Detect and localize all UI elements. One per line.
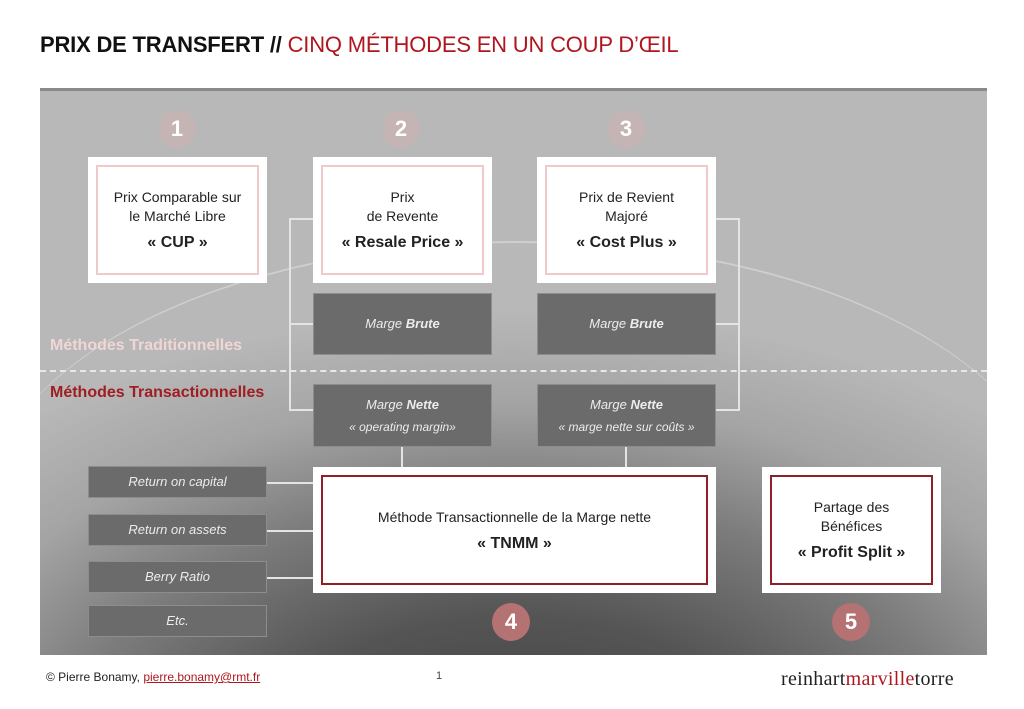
method-desc-line2: Bénéfices	[820, 518, 883, 534]
margin-type: Brute	[629, 316, 664, 331]
brand-part: torre	[914, 668, 954, 690]
indicator-return-on-assets: Return on assets	[88, 514, 267, 546]
brand-logo	[781, 668, 954, 691]
method-card-frame	[545, 165, 708, 275]
method-name: « Cost Plus »	[576, 234, 677, 251]
method-card-profit-split	[762, 467, 941, 593]
method-number-4: 4	[492, 603, 530, 641]
method-name: « Resale Price »	[341, 234, 464, 251]
connector	[625, 447, 627, 467]
margin-subtitle: « marge nette sur coûts »	[558, 419, 695, 434]
margin-prefix: Marge	[365, 316, 406, 331]
connector	[716, 409, 740, 411]
connector	[738, 218, 740, 411]
category-divider	[40, 370, 987, 372]
connector	[289, 218, 291, 411]
margin-box-net-operating	[313, 384, 492, 447]
indicator-berry-ratio: Berry Ratio	[88, 561, 267, 593]
method-desc-line2: Majoré	[605, 208, 648, 224]
connector	[716, 218, 740, 220]
method-number-3: 3	[607, 110, 645, 148]
method-card-frame	[770, 475, 933, 585]
page-number: 1	[436, 670, 443, 682]
connector	[289, 409, 313, 411]
connector	[267, 577, 313, 579]
method-card-frame	[321, 475, 708, 585]
margin-label	[366, 396, 439, 414]
brand-part: reinhart	[781, 668, 846, 690]
method-number-5: 5	[832, 603, 870, 641]
connector	[716, 323, 740, 325]
method-card-cup	[88, 157, 267, 283]
method-name: « Profit Split »	[797, 544, 906, 561]
method-desc-line1: Prix	[390, 189, 415, 205]
method-card-tnmm	[313, 467, 716, 593]
method-number-1: 1	[158, 110, 196, 148]
margin-subtitle: « operating margin»	[349, 419, 456, 434]
method-desc-line1: Partage des	[813, 499, 890, 515]
margin-label	[365, 315, 439, 333]
margin-type: Brute	[405, 316, 440, 331]
method-desc-line1: Méthode Transactionnelle de la Marge nette	[377, 508, 652, 525]
method-desc-line1: Prix de Revient	[579, 189, 674, 205]
connector	[289, 323, 313, 325]
label-transactional-methods: Méthodes Transactionnelles	[50, 384, 265, 401]
method-card-cost-plus	[537, 157, 716, 283]
title-subtitle: CINQ MÉTHODES EN UN COUP D’ŒIL	[287, 32, 679, 57]
method-name: « CUP »	[147, 234, 208, 251]
indicator-return-on-capital: Return on capital	[88, 466, 267, 498]
method-name: « TNMM »	[477, 534, 552, 552]
margin-type: Nette	[406, 396, 439, 412]
indicator-etc: Etc.	[88, 605, 267, 637]
method-desc-line1: Prix Comparable sur	[113, 189, 242, 205]
page-title	[40, 32, 678, 58]
footer-author	[46, 670, 260, 684]
margin-label	[589, 315, 663, 333]
margin-prefix: Marge	[366, 396, 407, 412]
margin-box-net-costs	[537, 384, 716, 447]
margin-label	[590, 396, 663, 414]
brand-part: marville	[845, 668, 915, 690]
method-card-frame	[321, 165, 484, 275]
footer-author-text: © Pierre Bonamy,	[46, 670, 144, 684]
connector	[401, 447, 403, 467]
margin-box-gross-cost-plus	[537, 293, 716, 355]
margin-type: Nette	[630, 396, 663, 412]
connector	[267, 482, 313, 484]
method-card-frame	[96, 165, 259, 275]
connector	[289, 218, 313, 220]
method-desc-line2: de Revente	[366, 208, 439, 224]
connector	[267, 530, 313, 532]
method-card-resale-price	[313, 157, 492, 283]
label-traditional-methods: Méthodes Traditionnelles	[50, 337, 243, 354]
method-desc-line2: le Marché Libre	[129, 208, 226, 224]
title-main: PRIX DE TRANSFERT //	[40, 32, 282, 57]
margin-prefix: Marge	[590, 396, 631, 412]
method-number-2: 2	[382, 110, 420, 148]
margin-prefix: Marge	[589, 316, 630, 331]
footer-email-link[interactable]: pierre.bonamy@rmt.fr	[143, 670, 261, 684]
margin-box-gross-resale	[313, 293, 492, 355]
